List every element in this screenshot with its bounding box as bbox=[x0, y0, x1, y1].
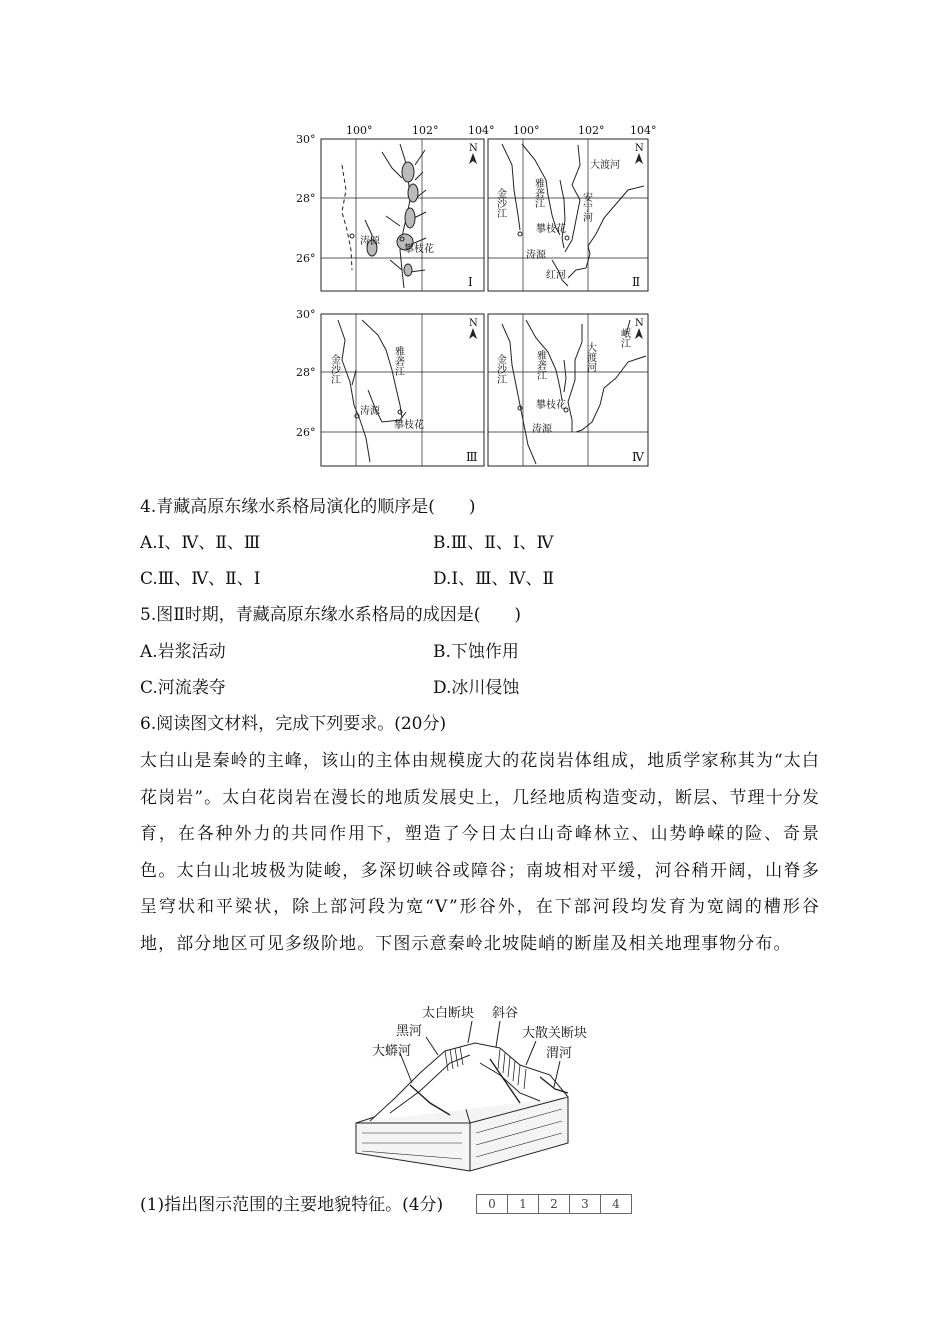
lon-label: 102° bbox=[578, 124, 605, 137]
panel-label: Ⅳ bbox=[632, 450, 644, 464]
label-heihe: 黑河 bbox=[396, 1024, 423, 1039]
place-yalong: 雅砻江 bbox=[534, 350, 546, 380]
panel-3-frame bbox=[321, 314, 484, 466]
river-system-maps bbox=[290, 120, 660, 470]
place-panzhihua: 攀枝花 bbox=[394, 420, 424, 431]
q5-option-a[interactable]: A.岩浆活动 bbox=[140, 642, 226, 662]
score-cell[interactable]: 3 bbox=[570, 1195, 601, 1213]
label-xiegu: 斜谷 bbox=[492, 1006, 519, 1021]
place-jinsha: 金沙江 bbox=[494, 188, 506, 218]
score-cell[interactable]: 4 bbox=[612, 1197, 620, 1211]
q4-option-b[interactable]: B.Ⅲ、Ⅱ、Ⅰ、Ⅳ bbox=[433, 533, 554, 553]
place-yalong: 雅砻江 bbox=[532, 178, 544, 208]
lat-label: 30° bbox=[296, 133, 316, 146]
place-panzhihua: 攀枝花 bbox=[404, 244, 434, 255]
north-label: N bbox=[635, 318, 644, 329]
qinling-block-diagram bbox=[350, 1003, 612, 1173]
panel-1-frame bbox=[321, 139, 484, 291]
place-jinsha: 金沙江 bbox=[494, 354, 506, 384]
label-taibai-block: 太白断块 bbox=[422, 1006, 475, 1021]
q5-option-c[interactable]: C.河流袭夺 bbox=[140, 678, 226, 698]
q5-stem: 5.图Ⅱ时期，青藏高原东缘水系格局的成因是( ) bbox=[140, 605, 522, 625]
place-taoyuan: 涛源 bbox=[532, 424, 552, 435]
place-taoyuan: 涛源 bbox=[360, 236, 380, 247]
score-cell[interactable]: 2 bbox=[539, 1195, 570, 1213]
north-label: N bbox=[469, 318, 478, 329]
panel-2-frame bbox=[488, 139, 648, 291]
lat-label: 26° bbox=[296, 426, 316, 439]
place-jinsha: 金沙江 bbox=[328, 354, 340, 384]
q6-sub1: (1)指出图示范围的主要地貌特征。(4分) bbox=[140, 1195, 444, 1215]
lat-label: 30° bbox=[296, 308, 316, 321]
place-yalong: 雅砻江 bbox=[392, 346, 404, 376]
place-dadu: 大渡河 bbox=[584, 342, 596, 372]
panel-label: Ⅰ bbox=[468, 275, 473, 289]
place-panzhihua: 攀枝花 bbox=[536, 400, 566, 411]
label-weihe: 渭河 bbox=[546, 1046, 573, 1061]
place-taoyuan: 涛源 bbox=[360, 406, 380, 417]
score-cell[interactable]: 1 bbox=[508, 1195, 539, 1213]
place-anning: 安宁河 bbox=[580, 192, 592, 222]
north-label: N bbox=[469, 143, 478, 154]
lon-label: 104° bbox=[630, 124, 657, 137]
label-damanghe: 大蟒河 bbox=[372, 1044, 412, 1059]
q4-option-c[interactable]: C.Ⅲ、Ⅳ、Ⅱ、Ⅰ bbox=[140, 569, 261, 589]
score-box[interactable] bbox=[476, 1194, 632, 1214]
q5-option-d[interactable]: D.冰川侵蚀 bbox=[433, 678, 520, 698]
lon-label: 100° bbox=[346, 124, 373, 137]
panel-label: Ⅱ bbox=[632, 275, 641, 289]
north-label: N bbox=[635, 143, 644, 154]
place-dadu: 大渡河 bbox=[590, 160, 620, 171]
place-panzhihua: 攀枝花 bbox=[536, 224, 566, 235]
q6-passage: 太白山是秦岭的主峰，该山的主体由规模庞大的花岗岩体组成，地质学家称其为“太白花岗岩”。太白花岗岩在漫长的地质发展史上，几经地质构造变动，断层、节理十分发育，在各种外力的共同作用下，塑造了今日太白山奇峰林立、山势峥嵘的险、奇景色。太白山北坡极为陡峻，多深切峡谷或障谷；南坡相对平缓，河谷稍开阔，山脊多呈穹状和平梁状，除上部河段为宽“V”形谷外，在下部河段均发育为宽阔的槽形谷地，部分地区可见多级阶地。下图示意秦岭北坡陡峭的断崖及相关地理事物分布。 bbox=[140, 751, 820, 954]
label-dasanguan: 大散关断块 bbox=[522, 1026, 588, 1041]
q4-option-d[interactable]: D.Ⅰ、Ⅲ、Ⅳ、Ⅱ bbox=[433, 569, 555, 589]
q4-stem: 4.青藏高原东缘水系格局演化的顺序是( ) bbox=[140, 497, 476, 517]
place-hong: 红河 bbox=[546, 270, 566, 281]
place-min: 岷江 bbox=[618, 328, 630, 348]
lat-label: 28° bbox=[296, 192, 316, 205]
place-taoyuan: 涛源 bbox=[526, 250, 546, 261]
panel-label: Ⅲ bbox=[466, 450, 478, 464]
lon-label: 102° bbox=[412, 124, 439, 137]
lon-label: 100° bbox=[513, 124, 540, 137]
lon-label: 104° bbox=[468, 124, 495, 137]
q6-stem: 6.阅读图文材料，完成下列要求。(20分) bbox=[140, 714, 447, 734]
q4-option-a[interactable]: A.Ⅰ、Ⅳ、Ⅱ、Ⅲ bbox=[140, 533, 261, 553]
q5-option-b[interactable]: B.下蚀作用 bbox=[433, 642, 519, 662]
lat-label: 28° bbox=[296, 366, 316, 379]
lat-label: 26° bbox=[296, 252, 316, 265]
score-cell[interactable]: 0 bbox=[477, 1195, 508, 1213]
